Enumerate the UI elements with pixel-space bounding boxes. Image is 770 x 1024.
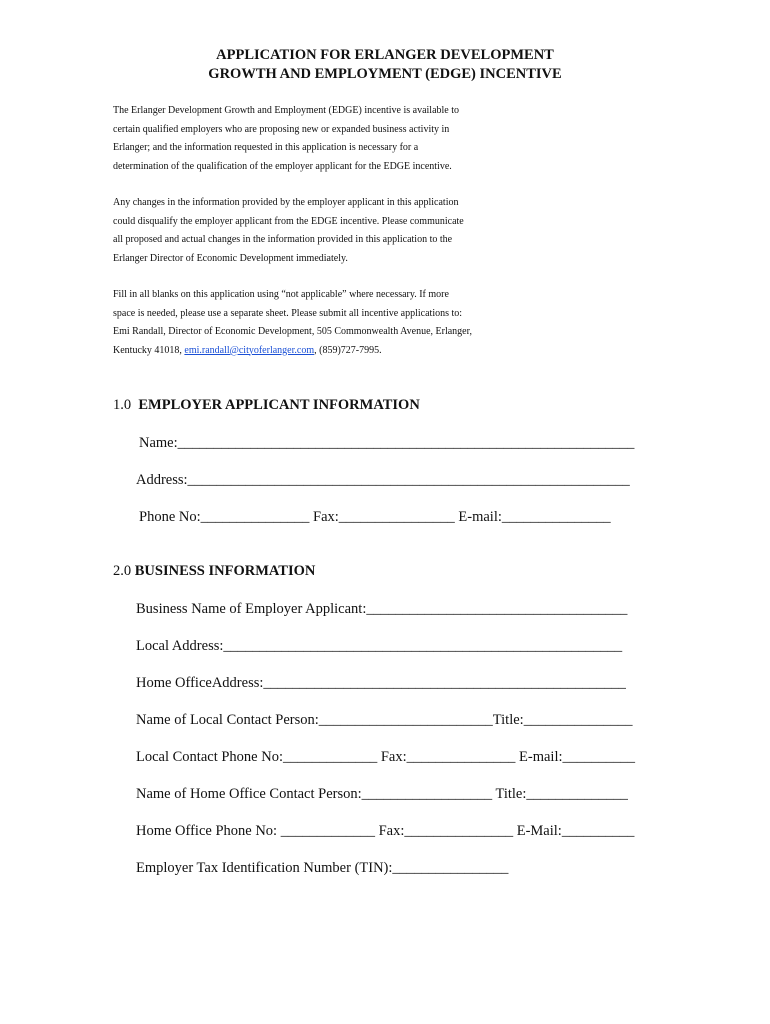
paragraph-line: Erlanger; and the information requested in this application is necessary for a <box>113 142 419 153</box>
home-office-phone-fax-email-fields[interactable]: Home Office Phone No: _____________ Fax:_______________ E-Mail:__________ <box>136 823 635 839</box>
paragraph-line: determination of the qualification of the employer applicant for the EDGE incentive. <box>113 160 452 172</box>
business-name-field[interactable]: Business Name of Employer Applicant:____________________________________ <box>136 601 628 617</box>
paragraph-line: could disqualify the employer applicant from the EDGE incentive. Please communicate <box>113 215 464 227</box>
paragraph-line: Emi Randall, Director of Economic Development, 505 Commonwealth Avenue, Erlanger, <box>113 326 473 337</box>
local-contact-person-field[interactable]: Name of Local Contact Person:________________________Title:_______________ <box>136 712 633 728</box>
intro-paragraph-2 <box>113 194 673 268</box>
section-number: 1.0 <box>113 397 132 413</box>
intro-paragraph-3 <box>113 286 673 360</box>
email-link[interactable]: emi.randall@cityoferlanger.com <box>184 344 315 356</box>
paragraph-line: space is needed, please use a separate sheet. Please submit all incentive applications to: <box>113 307 463 319</box>
paragraph-line: Erlanger Director of Economic Development immediately. <box>113 252 348 264</box>
home-office-contact-person-field[interactable]: Name of Home Office Contact Person:__________________ Title:______________ <box>136 786 628 802</box>
intro-paragraph-1 <box>113 102 673 176</box>
paragraph-line: all proposed and actual changes in the information provided in this application to the <box>113 234 453 245</box>
section-1-heading <box>113 397 420 414</box>
local-address-field[interactable]: Local Address:_______________________________________________________ <box>136 638 623 654</box>
phone-fax-email-fields[interactable]: Phone No:_______________ Fax:________________ E-mail:_______________ <box>139 509 611 525</box>
contact-suffix: , (859)727-7995. <box>314 344 382 356</box>
paragraph-line-with-email <box>113 342 673 361</box>
tin-field[interactable]: Employer Tax Identification Number (TIN):________________ <box>136 860 509 876</box>
paragraph-line: certain qualified employers who are proposing new or expanded business activity in <box>113 123 450 135</box>
section-title: EMPLOYER APPLICANT INFORMATION <box>138 397 420 413</box>
name-field[interactable]: Name:_______________________________________________________________ <box>139 435 635 451</box>
home-office-address-field[interactable]: Home OfficeAddress:__________________________________________________ <box>136 675 626 691</box>
paragraph-line: The Erlanger Development Growth and Employment (EDGE) incentive is available to <box>113 105 460 116</box>
address-field[interactable]: Address:_____________________________________________________________ <box>136 472 630 488</box>
section-title: BUSINESS INFORMATION <box>134 563 316 579</box>
contact-prefix: Kentucky 41018, <box>113 344 185 356</box>
document-title-line-2: GROWTH AND EMPLOYMENT (EDGE) INCENTIVE <box>208 66 562 82</box>
section-number: 2.0 <box>113 563 132 579</box>
paragraph-line: Fill in all blanks on this application using “not applicable” where necessary. If more <box>113 289 449 300</box>
section-2-heading <box>113 563 315 580</box>
document-title-line-1: APPLICATION FOR ERLANGER DEVELOPMENT <box>216 47 554 63</box>
paragraph-line: Any changes in the information provided by the employer applicant in this application <box>113 197 459 208</box>
local-contact-phone-fax-email-fields[interactable]: Local Contact Phone No:_____________ Fax:_______________ E-mail:__________ <box>136 749 635 765</box>
